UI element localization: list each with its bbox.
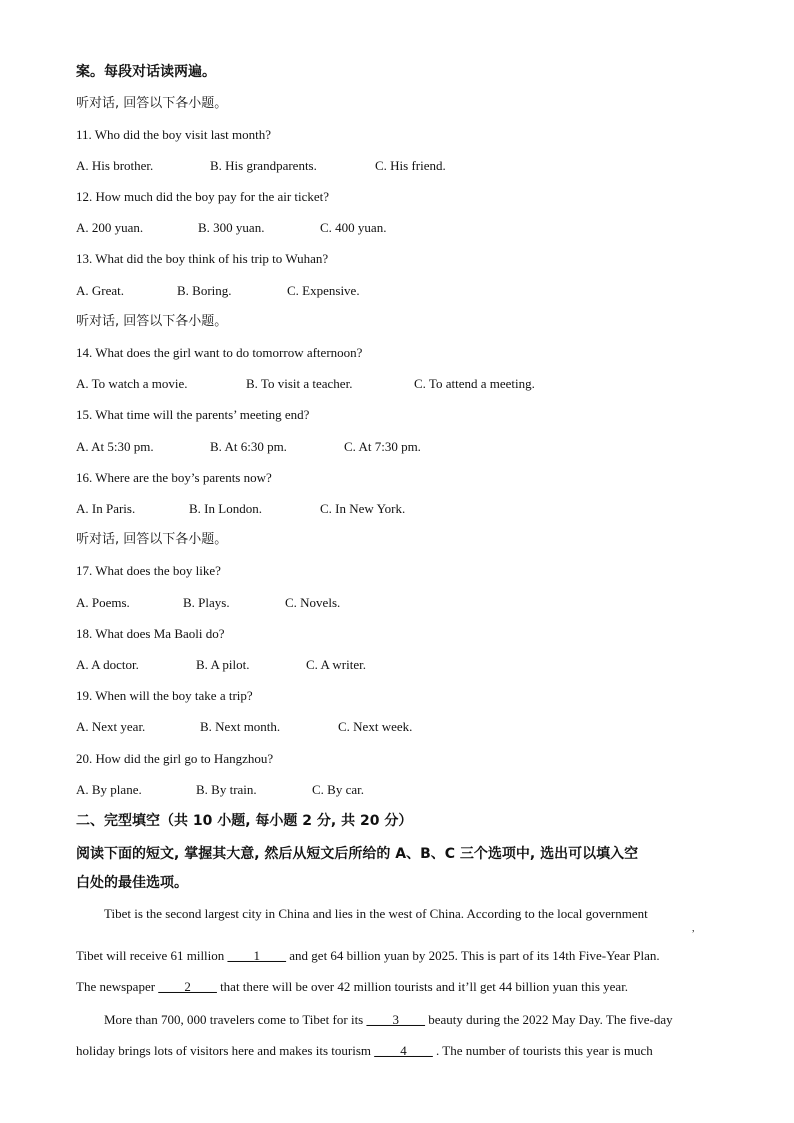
q16-option-a: A. In Paris. <box>76 501 136 516</box>
passage-text: Tibet is the second largest city in China and lies in the west of China. According to the local government <box>104 906 648 921</box>
q17-option-c: C. Novels. <box>285 595 341 610</box>
q18-option-c: C. A writer. <box>306 657 366 672</box>
passage-text: that there will be over 42 million tourists and it’ll get 44 billion yuan this year. <box>216 979 629 994</box>
q11-option-c: C. His friend. <box>375 158 446 173</box>
q15-option-b: B. At 6:30 pm. <box>210 439 287 454</box>
q13-option-c: C. Expensive. <box>287 283 360 298</box>
q18-option-b: B. A pilot. <box>196 657 250 672</box>
section-2-directions-line-1: 阅读下面的短文, 掌握其大意, 然后从短文后所给的 A、B、C 三个选项中, 选出可以填入空 <box>76 846 639 862</box>
listen-instruction-1: 听对话, 回答以下各小题。 <box>76 96 228 111</box>
question-16: 16. Where are the boy’s parents now? <box>76 470 272 485</box>
passage-p2-line-1 <box>104 1011 718 1029</box>
q20-option-a: A. By plane. <box>76 782 142 797</box>
listen-instruction-3: 听对话, 回答以下各小题。 <box>76 532 228 547</box>
blank-2: ____2____ <box>158 979 217 994</box>
passage-stray-mark: , <box>692 923 695 934</box>
q13-option-b: B. Boring. <box>177 283 232 298</box>
section-2-title: 二、完型填空（共 10 小题, 每小题 2 分, 共 20 分） <box>76 813 413 829</box>
blank-3: ____3____ <box>366 1012 425 1027</box>
q19-option-a: A. Next year. <box>76 719 146 734</box>
q12-option-a: A. 200 yuan. <box>76 220 144 235</box>
passage-text: Tibet will receive 61 million <box>76 948 228 963</box>
passage-p1-line-2 <box>76 947 718 965</box>
q14-option-c: C. To attend a meeting. <box>414 376 535 391</box>
q12-option-b: B. 300 yuan. <box>198 220 265 235</box>
question-12: 12. How much did the boy pay for the air ticket? <box>76 189 330 204</box>
blank-1: ____1____ <box>227 948 287 963</box>
q15-option-c: C. At 7:30 pm. <box>344 439 421 454</box>
question-20: 20. How did the girl go to Hangzhou? <box>76 751 274 766</box>
q20-option-b: B. By train. <box>196 782 257 797</box>
q14-option-b: B. To visit a teacher. <box>246 376 353 391</box>
q12-option-c: C. 400 yuan. <box>320 220 387 235</box>
passage-text: More than 700, 000 travelers come to Tibet for its <box>104 1012 367 1027</box>
passage-text: and get 64 billion yuan by 2025. This is part of its 14th Five-Year Plan. <box>286 948 660 963</box>
q16-option-c: C. In New York. <box>320 501 406 516</box>
q14-option-a: A. To watch a movie. <box>76 376 188 391</box>
q17-option-b: B. Plays. <box>183 595 230 610</box>
q13-option-a: A. Great. <box>76 283 125 298</box>
q19-option-c: C. Next week. <box>338 719 413 734</box>
question-14: 14. What does the girl want to do tomorrow afternoon? <box>76 345 363 360</box>
passage-p1-line-1 <box>104 905 694 923</box>
q19-option-b: B. Next month. <box>200 719 281 734</box>
passage-p2-line-2 <box>76 1042 718 1060</box>
question-19: 19. When will the boy take a trip? <box>76 688 253 703</box>
passage-text: beauty during the 2022 May Day. The five-day <box>425 1012 673 1027</box>
question-18: 18. What does Ma Baoli do? <box>76 626 225 641</box>
q20-option-c: C. By car. <box>312 782 364 797</box>
section-2-directions-line-2: 白处的最佳选项。 <box>76 875 188 891</box>
q16-option-b: B. In London. <box>189 501 262 516</box>
q15-option-a: A. At 5:30 pm. <box>76 439 154 454</box>
q11-option-b: B. His grandparents. <box>210 158 317 173</box>
passage-text: . The number of tourists this year is much <box>432 1043 653 1058</box>
header-line: 案。每段对话读两遍。 <box>76 64 216 80</box>
q11-option-a: A. His brother. <box>76 158 154 173</box>
q18-option-a: A. A doctor. <box>76 657 139 672</box>
blank-4: ____4____ <box>374 1043 433 1058</box>
question-17: 17. What does the boy like? <box>76 563 221 578</box>
passage-text: holiday brings lots of visitors here and makes its tourism <box>76 1043 375 1058</box>
question-11: 11. Who did the boy visit last month? <box>76 127 271 142</box>
q17-option-a: A. Poems. <box>76 595 130 610</box>
question-15: 15. What time will the parents’ meeting end? <box>76 407 310 422</box>
passage-p1-line-3 <box>76 978 718 996</box>
question-13: 13. What did the boy think of his trip to Wuhan? <box>76 251 329 266</box>
listen-instruction-2: 听对话, 回答以下各小题。 <box>76 314 228 329</box>
passage-text: The newspaper <box>76 979 159 994</box>
